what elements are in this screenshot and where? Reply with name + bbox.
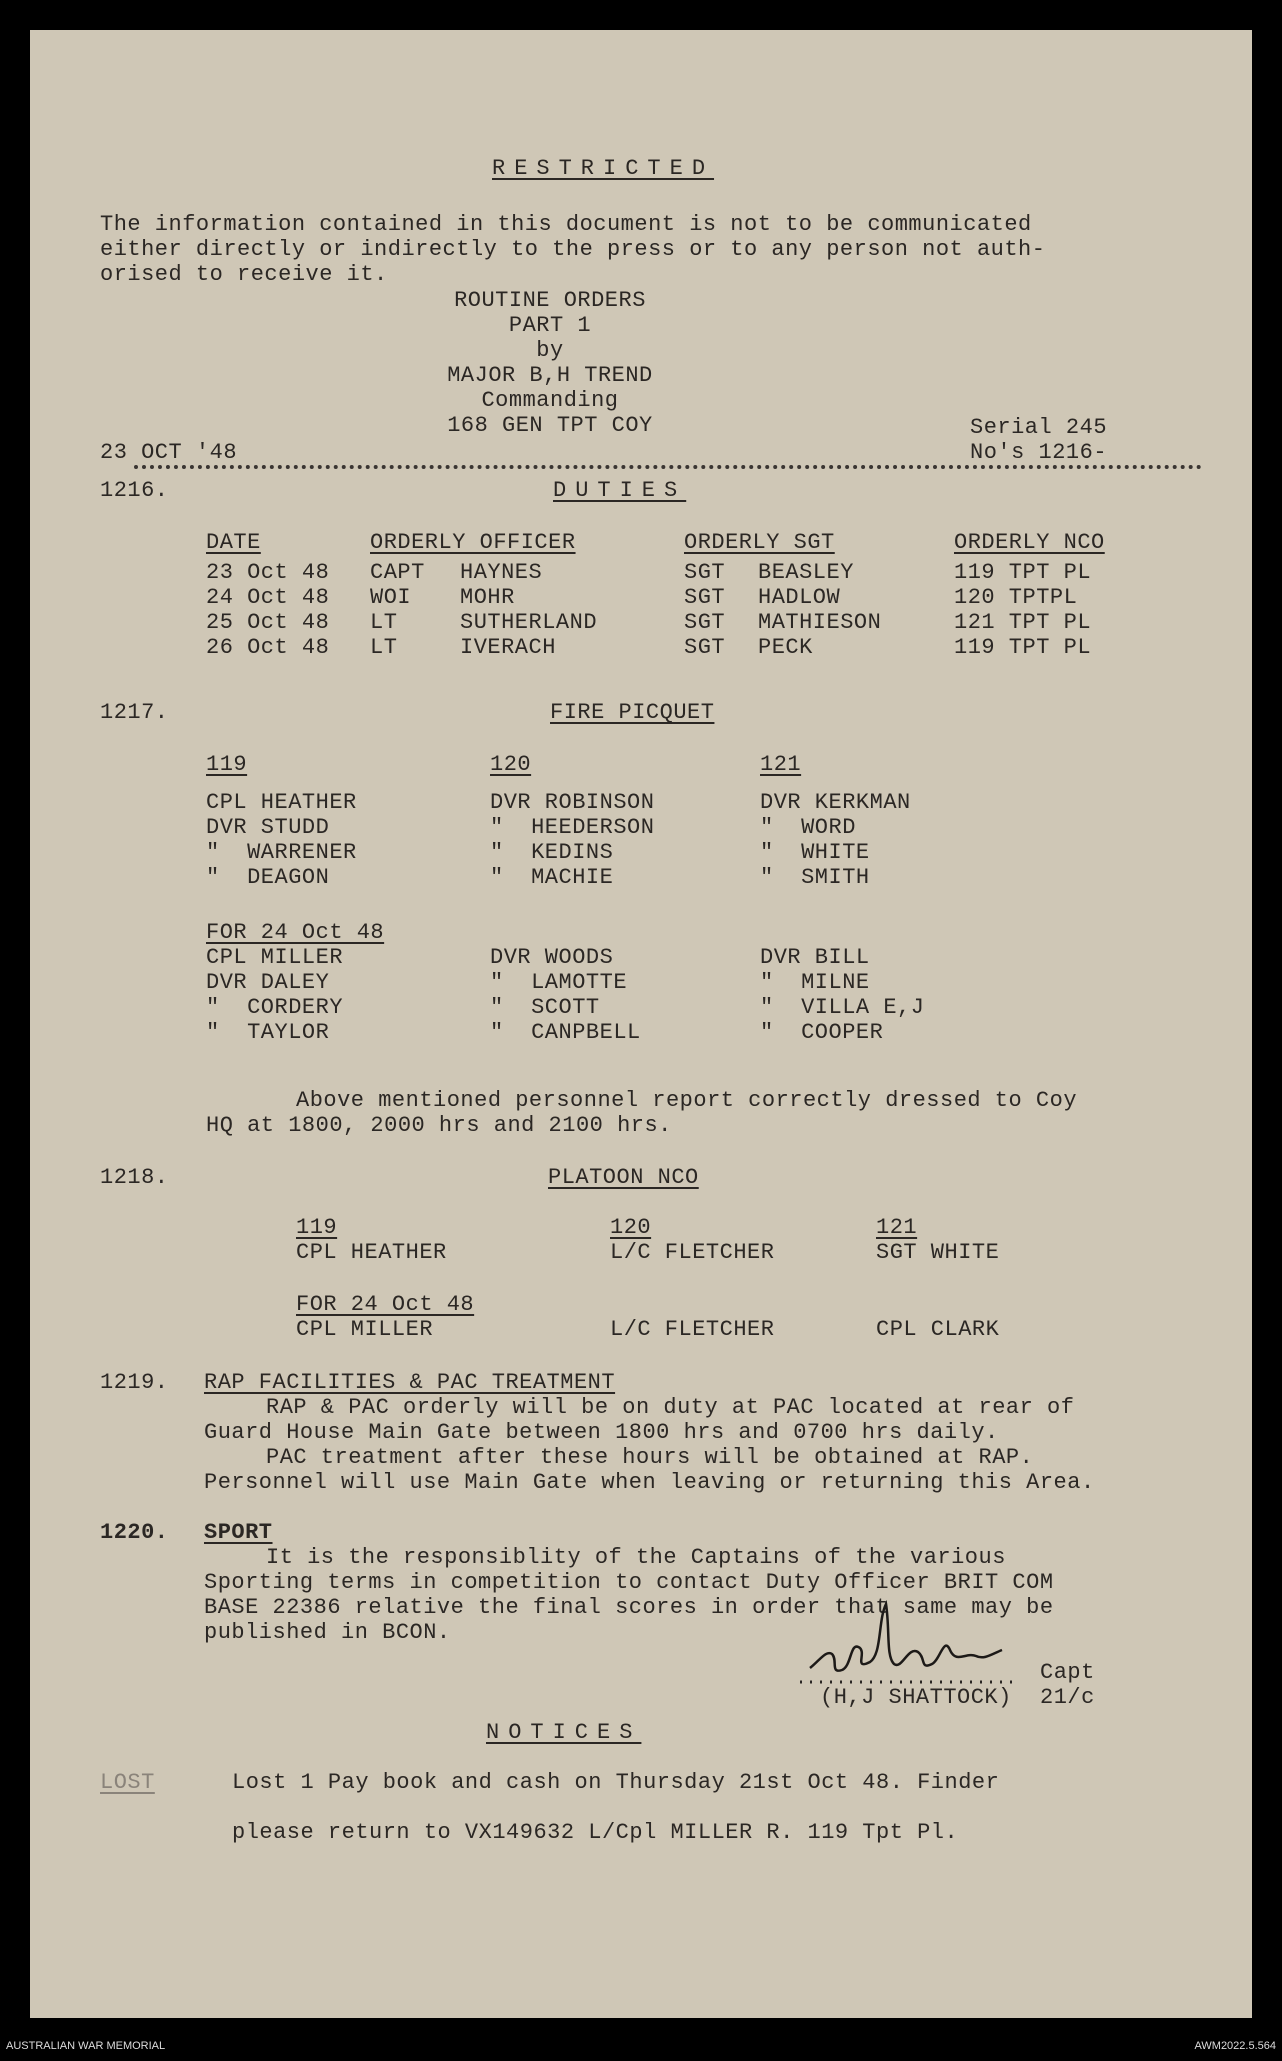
group-label-120: 120 xyxy=(490,752,532,777)
title-line: Commanding xyxy=(481,388,619,413)
nco-unit: 121 TPT PL xyxy=(954,610,1092,635)
officer-name: HAYNES xyxy=(460,560,543,585)
officer-rank: CAPT xyxy=(370,560,425,585)
picquet-name: " LAMOTTE xyxy=(490,970,628,995)
duty-date: 25 Oct 48 xyxy=(206,610,330,635)
picquet-name: " SCOTT xyxy=(490,995,600,1020)
sport-line-1: It is the responsiblity of the Captains of the various xyxy=(266,1545,1006,1570)
sgt-rank: SGT xyxy=(684,560,726,585)
sgt-rank: SGT xyxy=(684,610,726,635)
duties-heading: DUTIES xyxy=(553,478,687,503)
signature-role: 21/c xyxy=(1040,1685,1095,1710)
notice-line-2: please return to VX149632 L/Cpl MILLER R. 119 Tpt Pl. xyxy=(232,1820,959,1845)
sgt-name: MATHIESON xyxy=(758,610,882,635)
officer-rank: LT xyxy=(370,635,398,660)
title-line: 168 GEN TPT COY xyxy=(447,413,653,438)
rap-line-2: Guard House Main Gate between 1800 hrs and 0700 hrs daily. xyxy=(204,1420,999,1445)
archive-reference: AWM2022.5.564 xyxy=(1194,2040,1276,2052)
picquet-name: " TAYLOR xyxy=(206,1020,330,1045)
title-line: PART 1 xyxy=(508,313,592,338)
officer-rank: LT xyxy=(370,610,398,635)
picquet-note-line-2: HQ at 1800, 2000 hrs and 2100 hrs. xyxy=(206,1113,672,1138)
nco-label-119: 119 xyxy=(296,1215,338,1240)
notice-line-1: Lost 1 Pay book and cash on Thursday 21st Oct 48. Finder xyxy=(232,1770,1000,1795)
picquet-name: " COOPER xyxy=(760,1020,884,1045)
picquet-name: CPL MILLER xyxy=(206,945,344,970)
separator-line xyxy=(134,465,1202,469)
officer-rank: WOI xyxy=(370,585,412,610)
document-page xyxy=(30,30,1252,2018)
nco-unit: 119 TPT PL xyxy=(954,560,1092,585)
picquet-name: " MACHIE xyxy=(490,865,614,890)
signature-rank: Capt xyxy=(1040,1660,1095,1685)
picquet-name: " WARRENER xyxy=(206,840,357,865)
rap-line-1: RAP & PAC orderly will be on duty at PAC located at rear of xyxy=(266,1395,1075,1420)
officer-name: IVERACH xyxy=(460,635,556,660)
officer-name: SUTHERLAND xyxy=(460,610,598,635)
signature-name: (H,J SHATTOCK) xyxy=(820,1685,1012,1710)
picquet-name: DVR STUDD xyxy=(206,815,330,840)
picquet-name: " CORDERY xyxy=(206,995,344,1020)
notice-label-lost: LOST xyxy=(100,1770,155,1795)
group-label-121: 121 xyxy=(760,752,802,777)
nco-unit: 119 TPT PL xyxy=(954,635,1092,660)
sgt-name: BEASLEY xyxy=(758,560,854,585)
order-number-1218: 1218. xyxy=(100,1165,169,1190)
order-numbers: No's 1216- xyxy=(970,440,1108,465)
picquet-name: " MILNE xyxy=(760,970,870,995)
nco-name: L/C FLETCHER xyxy=(610,1240,775,1265)
classification-heading: RESTRICTED xyxy=(492,156,715,181)
document-date: 23 OCT '48 xyxy=(100,440,238,465)
duties-header-nco: ORDERLY NCO xyxy=(954,530,1105,555)
duty-date: 23 Oct 48 xyxy=(206,560,330,585)
nco-name: L/C FLETCHER xyxy=(610,1317,775,1342)
picquet-note-line-1: Above mentioned personnel report correctly dressed to Coy xyxy=(296,1088,1078,1113)
picquet-name: DVR BILL xyxy=(760,945,870,970)
serial-number: Serial 245 xyxy=(970,415,1108,440)
picquet-name: DVR KERKMAN xyxy=(760,790,911,815)
sgt-rank: SGT xyxy=(684,635,726,660)
rap-line-3: PAC treatment after these hours will be obtained at RAP. xyxy=(266,1445,1034,1470)
picquet-name: " KEDINS xyxy=(490,840,614,865)
picquet-name: DVR WOODS xyxy=(490,945,614,970)
nco-name: CPL HEATHER xyxy=(296,1240,447,1265)
warning-line-1: The information contained in this document is not to be communicated xyxy=(100,212,1032,237)
title-line: MAJOR B,H TREND xyxy=(447,363,653,388)
picquet-name: CPL HEATHER xyxy=(206,790,357,815)
nco-name: CPL MILLER xyxy=(296,1317,434,1342)
nco-name: SGT WHITE xyxy=(876,1240,1000,1265)
nco-name: CPL CLARK xyxy=(876,1317,1000,1342)
sgt-rank: SGT xyxy=(684,585,726,610)
warning-line-2: either directly or indirectly to the press or to any person not auth- xyxy=(100,237,1046,262)
fire-picquet-heading: FIRE PICQUET xyxy=(550,700,715,725)
order-number-1216: 1216. xyxy=(100,478,169,503)
sport-line-4: published in BCON. xyxy=(204,1620,451,1645)
sport-line-3: BASE 22386 relative the final scores in order that same may be xyxy=(204,1595,1054,1620)
nco-label-121: 121 xyxy=(876,1215,918,1240)
title-line: ROUTINE ORDERS xyxy=(454,288,646,313)
picquet-name: " SMITH xyxy=(760,865,870,890)
picquet-name: " DEAGON xyxy=(206,865,330,890)
platoon-nco-heading: PLATOON NCO xyxy=(548,1165,699,1190)
order-number-1217: 1217. xyxy=(100,700,169,725)
archive-credit: AUSTRALIAN WAR MEMORIAL xyxy=(6,2040,166,2052)
duties-header-officer: ORDERLY OFFICER xyxy=(370,530,576,555)
picquet-name: " VILLA E,J xyxy=(760,995,925,1020)
duties-header-sgt: ORDERLY SGT xyxy=(684,530,835,555)
group-label-119: 119 xyxy=(206,752,248,777)
picquet-name: " HEEDERSON xyxy=(490,815,655,840)
picquet-name: " WORD xyxy=(760,815,856,840)
title-line: by xyxy=(536,338,564,363)
notices-heading: NOTICES xyxy=(486,1720,642,1745)
officer-name: MOHR xyxy=(460,585,515,610)
picquet-for-date: FOR 24 Oct 48 xyxy=(206,920,385,945)
picquet-name: " CANPBELL xyxy=(490,1020,641,1045)
sgt-name: HADLOW xyxy=(758,585,841,610)
handwritten-signature xyxy=(790,1590,1050,1700)
duties-header-date: DATE xyxy=(206,530,261,555)
nco-label-120: 120 xyxy=(610,1215,652,1240)
rap-heading: RAP FACILITIES & PAC TREATMENT xyxy=(204,1370,616,1395)
warning-line-3: orised to receive it. xyxy=(100,262,388,287)
sport-line-2: Sporting terms in competition to contact Duty Officer BRIT COM xyxy=(204,1570,1054,1595)
duty-date: 26 Oct 48 xyxy=(206,635,330,660)
picquet-name: DVR DALEY xyxy=(206,970,330,995)
picquet-name: " WHITE xyxy=(760,840,870,865)
picquet-name: DVR ROBINSON xyxy=(490,790,655,815)
nco-for-date: FOR 24 Oct 48 xyxy=(296,1292,475,1317)
nco-unit: 120 TPTPL xyxy=(954,585,1078,610)
sgt-name: PECK xyxy=(758,635,813,660)
duty-date: 24 Oct 48 xyxy=(206,585,330,610)
sport-heading: SPORT xyxy=(204,1520,273,1545)
title-block xyxy=(360,288,740,438)
order-number-1220: 1220. xyxy=(100,1520,169,1545)
order-number-1219: 1219. xyxy=(100,1370,169,1395)
rap-line-4: Personnel will use Main Gate when leaving or returning this Area. xyxy=(204,1470,1095,1495)
